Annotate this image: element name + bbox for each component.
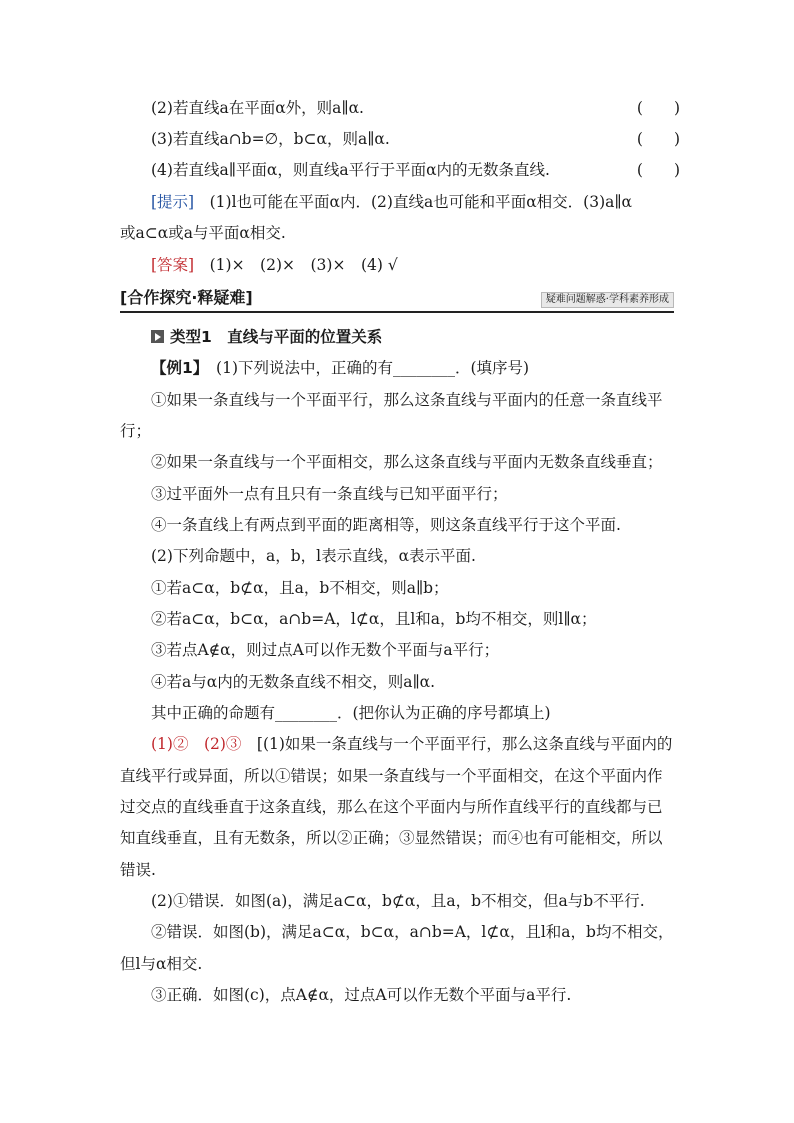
answer-blank: ( ) <box>636 161 680 179</box>
example-label: 【例1】 <box>151 359 201 377</box>
solution-line: 直线平行或异面，所以①错误；如果一条直线与一个平面相交，在这个平面内作 <box>120 767 663 785</box>
example-line: ①如果一条直线与一个平面平行，那么这条直线与平面内的任意一条直线平 <box>151 391 663 409</box>
solution-first-line: (1)② (2)③ [(1)如果一条直线与一个平面平行，那么这条直线与平面内的 <box>151 735 673 753</box>
play-icon <box>151 330 164 343</box>
example-line: 其中正确的命题有________．(把你认为正确的序号都填上) <box>151 704 551 722</box>
section-title: [合作探究·释疑难] <box>120 288 253 307</box>
section-subtitle: 疑难问题解惑·学科素养形成 <box>541 292 674 308</box>
example-line: 行； <box>120 422 152 440</box>
hint-label: [提示] <box>151 193 195 211</box>
solution-line: ②错误．如图(b)，满足a⊂α，b⊂α，a∩b=A，l⊄α，且l和a，b均不相交， <box>151 923 674 941</box>
exercise-item-3: (3)若直线a∩b=∅，b⊂α，则a∥α. ( ) <box>151 130 680 148</box>
solution-line: 错误. <box>120 861 156 879</box>
example-line: ①若a⊂α，b⊄α，且a，b不相交，则a∥b； <box>151 579 449 597</box>
example-line: ②如果一条直线与一个平面相交，那么这条直线与平面内无数条直线垂直； <box>151 453 663 471</box>
solution-line: ③正确．如图(c)，点A∉α，过点A可以作无数个平面与a平行. <box>151 986 572 1004</box>
answer-blank: ( ) <box>636 130 680 148</box>
type-heading: 类型1 直线与平面的位置关系 <box>151 327 680 347</box>
answer-line: [答案] (1)× (2)× (3)× (4) √ <box>151 256 398 274</box>
solution-answer-label: (1)② (2)③ <box>151 735 242 753</box>
example-line: ③若点A∉α，则过点A可以作无数个平面与a平行； <box>151 641 500 659</box>
solution-line: 知直线垂直，且有无数条，所以②正确；③显然错误；而④也有可能相交，所以 <box>120 829 663 847</box>
answer-blank: ( ) <box>636 99 680 117</box>
example-line: ②若a⊂α，b⊂α，a∩b=A，l⊄α，且l和a，b均不相交，则l∥α； <box>151 610 597 628</box>
example-line: (2)下列命题中，a，b，l表示直线，α表示平面. <box>151 547 476 565</box>
example-line: ④若a与α内的无数条直线不相交，则a∥α. <box>151 673 436 691</box>
exercise-item-2: (2)若直线a在平面α外，则a∥α. ( ) <box>151 99 680 117</box>
example-line: ③过平面外一点有且只有一条直线与已知平面平行； <box>151 485 508 503</box>
hint-line: [提示] (1)l也可能在平面α内．(2)直线a也可能和平面α相交．(3)a∥α <box>151 193 632 211</box>
hint-line-continued: 或a⊂α或a与平面α相交. <box>120 224 286 242</box>
solution-line: 但l与α相交. <box>120 955 203 973</box>
exercise-item-4: (4)若直线a∥平面α，则直线a平行于平面α内的无数条直线. ( ) <box>151 161 680 179</box>
solution-line: (2)①错误．如图(a)，满足a⊂α，b⊄α，且a，b不相交，但a与b不平行. <box>151 892 645 910</box>
example-intro: 【例1】 (1)下列说法中，正确的有________．(填序号) <box>151 359 530 377</box>
example-line: ④一条直线上有两点到平面的距离相等，则这条直线平行于这个平面. <box>151 516 621 534</box>
answer-label: [答案] <box>151 256 195 274</box>
solution-line: 过交点的直线垂直于这条直线，那么在这个平面内与所作直线平行的直线都与已 <box>120 798 663 816</box>
section-header <box>120 287 674 313</box>
